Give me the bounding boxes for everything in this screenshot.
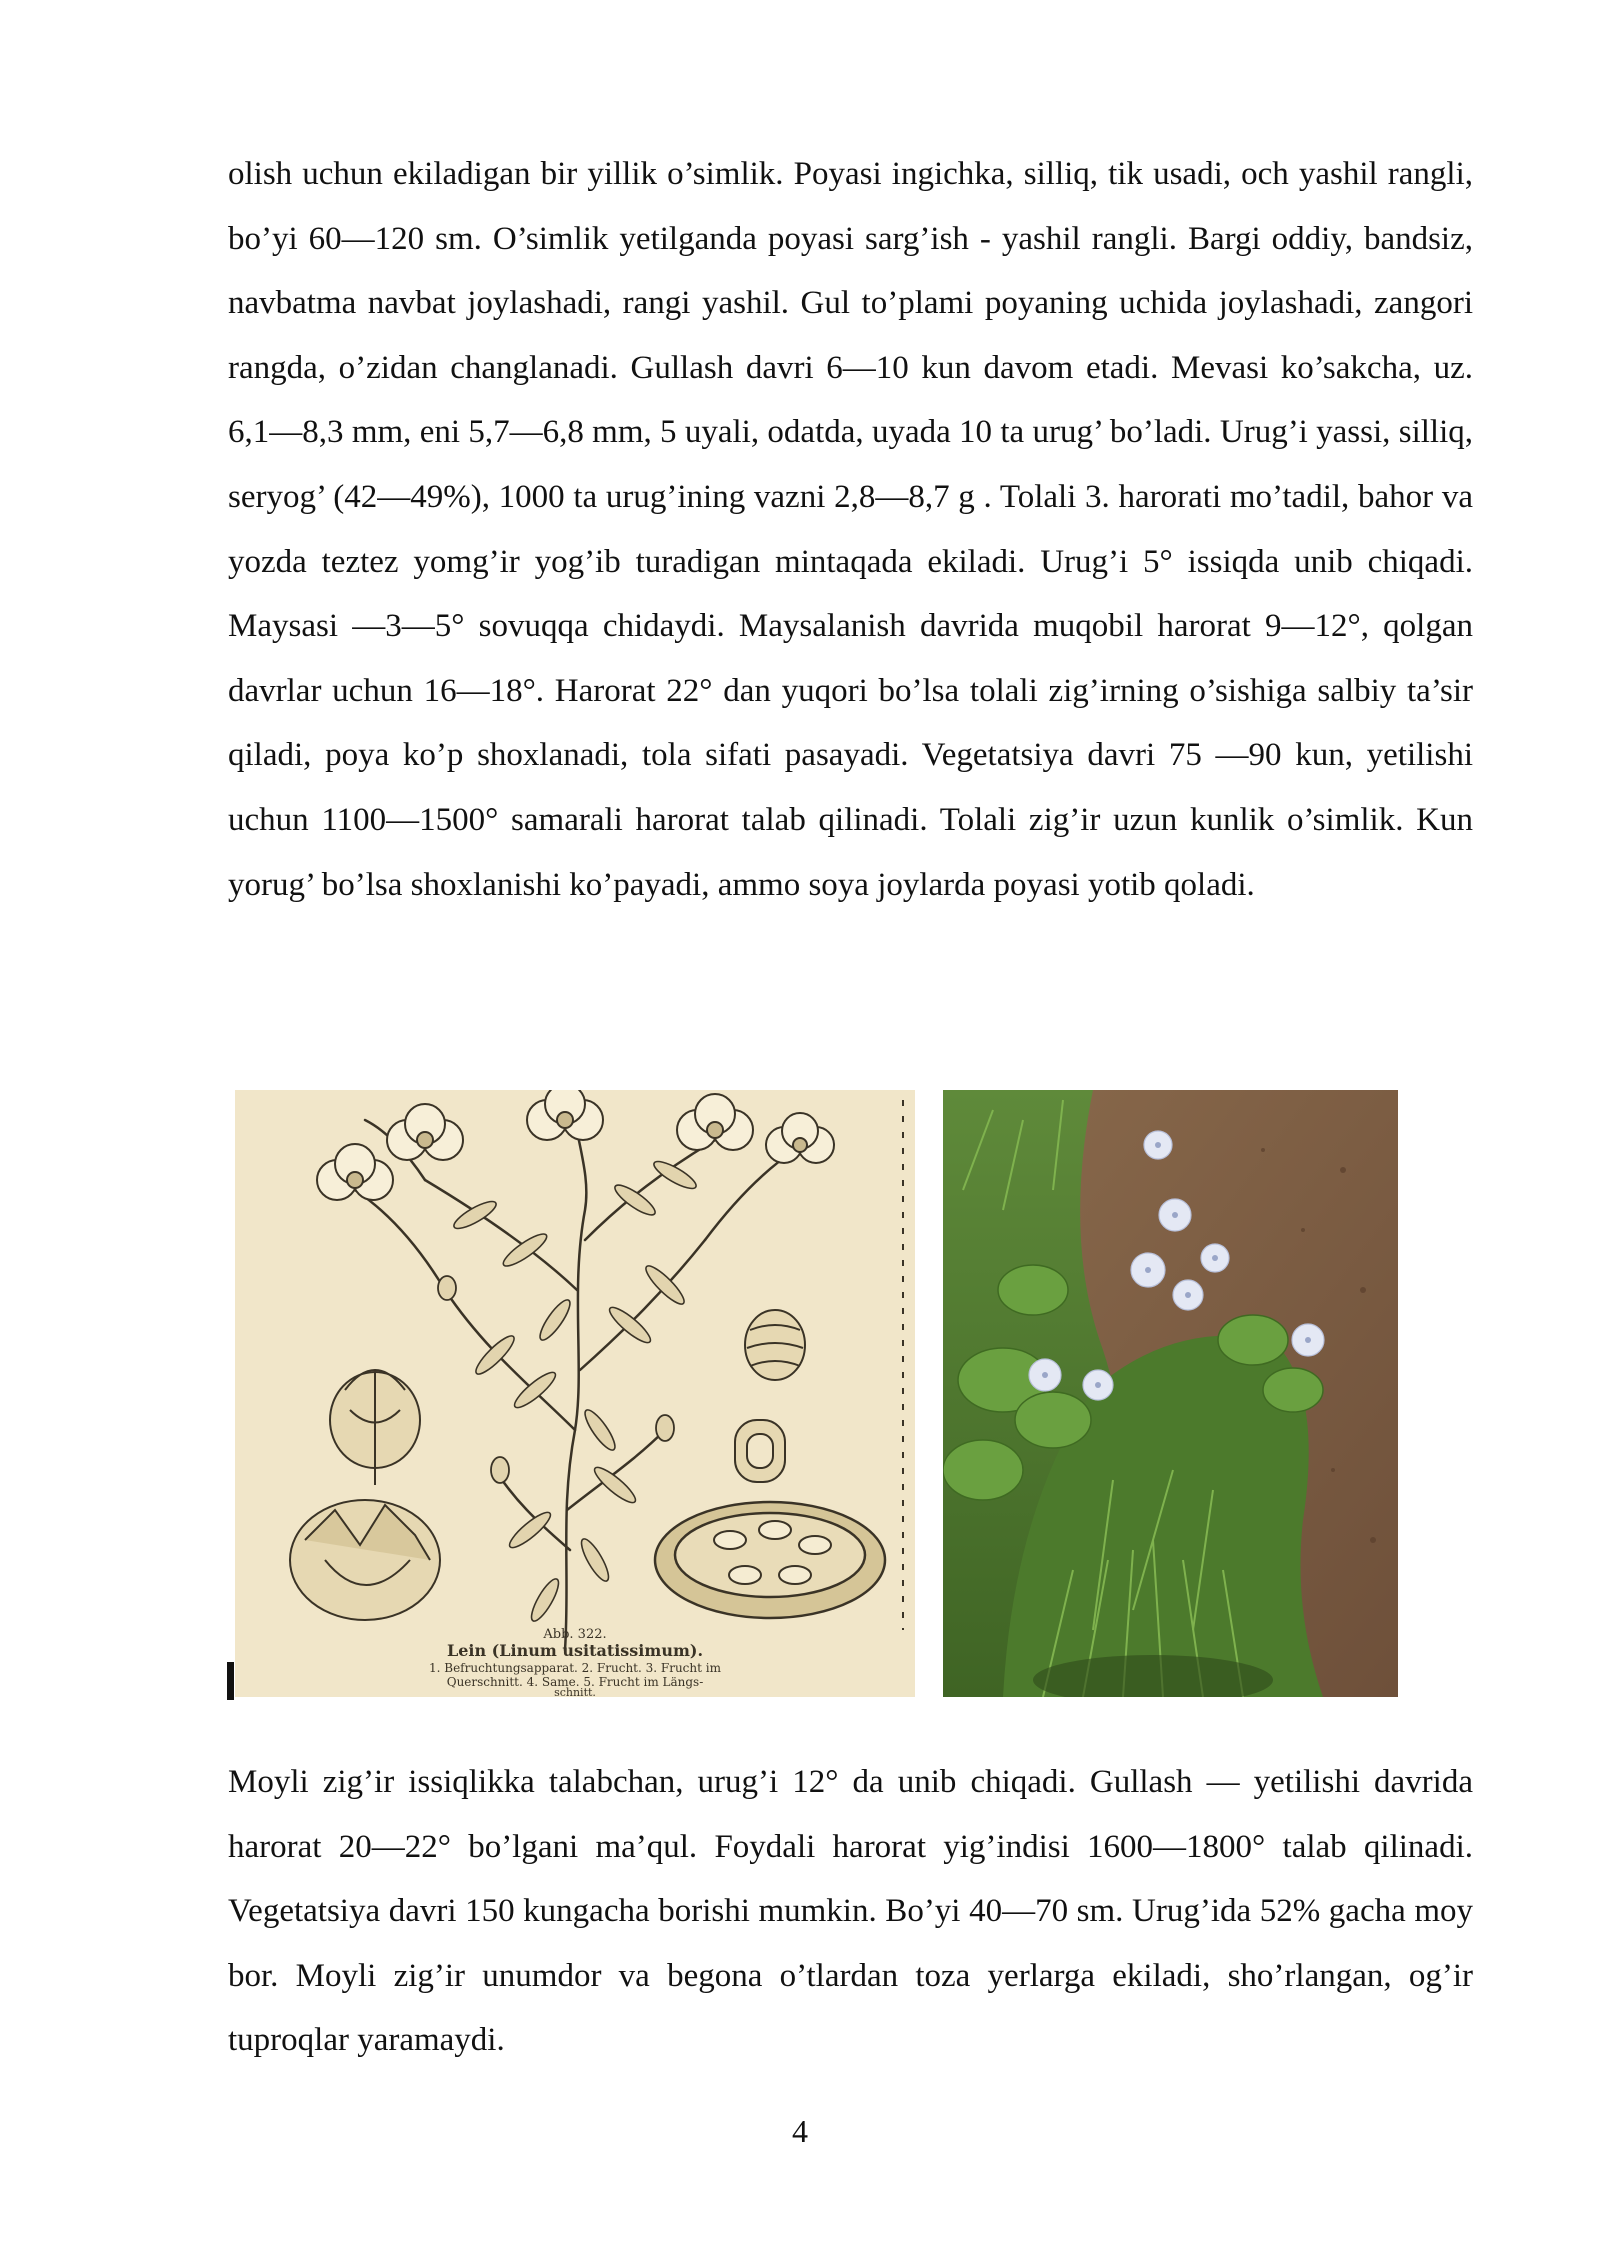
illustration-drawing	[235, 1090, 915, 1697]
paragraph-text: olish uchun ekiladigan bir yillik o’simlik. Poyasi ingichka, silliq, tik usadi, och yashil rangli, bo’yi 60—120 sm. O’simlik yetilganda poyasi sarg’ish - yashil rangli. Bargi oddiy, bandsiz, navbatma navbat joylashadi, rangi yashil. Gul to’plami poyaning uchida joylashadi, zangori rangda, o’zidan changlanadi. Gullash davri 6—10 kun davom etadi. Mevasi ko’sakcha, uz. 6,1—8,3 mm, eni 5,7—6,8 mm, 5 uyali, odatda, uyada 10 ta urug’ bo’ladi. Urug’i yassi, silliq, seryog’ (42—49%), 1000 ta urug’ining vazni 2,8—8,7 g . Tolali 3. harorati mo’tadil, bahor va yozda teztez yomg’ir yog’ib turadigan mintaqada ekiladi. Urug’i 5° issiqda unib chiqadi. Maysasi —3—5° sovuqqa chidaydi. Maysalanish davrida muqobil harorat 9—12°, qolgan davrlar uchun 16—18°. Harorat 22° dan yuqori bo’lsa tolali zig’irning o’sishiga salbiy ta’sir qiladi, poya ko’p shoxlanadi, tola sifati pasayadi. Vegetatsiya davri 75 —90 kun, yetilishi uchun 1100—1500° samarali harorat talab qilinadi. Tolali zig’ir uzun kunlik o’simlik. Kun yorug’ bo’lsa shoxlanishi ko’payadi, ammo soya joylarda poyasi yotib qoladi.	[228, 156, 1473, 903]
body-paragraph-1	[228, 142, 1473, 917]
caption-line: schnitt.	[554, 1686, 596, 1697]
flax-botanical-illustration	[235, 1090, 915, 1697]
body-paragraph-2	[228, 1750, 1473, 2073]
caption-line: 1. Befruchtungsapparat. 2. Frucht. 3. Frucht im	[429, 1661, 721, 1675]
photo-drawing	[943, 1090, 1398, 1697]
caption-line: Querschnitt. 4. Same. 5. Frucht im Längs-	[446, 1675, 704, 1689]
figure-marker	[227, 1662, 234, 1700]
page-number: 4	[792, 2113, 808, 2149]
paragraph-text: Moyli zig’ir issiqlikka talabchan, urug’i 12° da unib chiqadi. Gullash — yetilishi davrida harorat 20—22° bo’lgani ma’qul. Foydali harorat yig’indisi 1600—1800° talab qilinadi. Vegetatsiya davri 150 kungacha borishi mumkin. Bo’yi 40—70 sm. Urug’ida 52% gacha moy bor. Moyli zig’ir unumdor va begona o’tlardan toza yerlarga ekiladi, sho’rlangan, og’ir tuproqlar yaramaydi.	[228, 1764, 1473, 2059]
flax-plant-photo	[943, 1090, 1398, 1697]
caption-line: Abb. 322.	[543, 1627, 607, 1642]
caption-title: Lein (Linum usitatissimum).	[446, 1641, 704, 1660]
